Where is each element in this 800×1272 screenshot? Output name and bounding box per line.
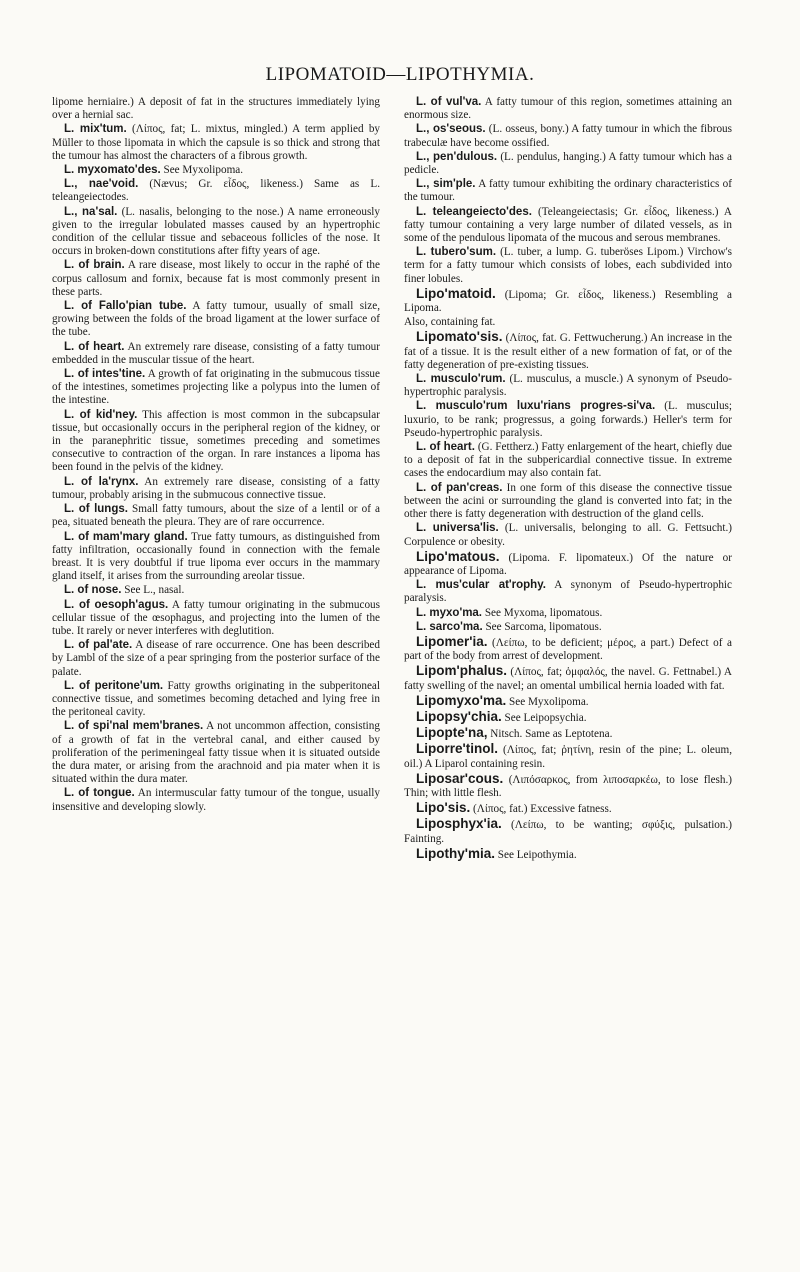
- dictionary-entry: [52, 164, 380, 177]
- dictionary-entry: [404, 664, 732, 692]
- entry-headword: L. universa'lis.: [416, 522, 499, 535]
- entry-definition: A disease of rare occurrence. One has been described by Lambl of the size of a pear springing from the posterior surface of the palate.: [52, 639, 380, 678]
- entry-definition: Small fatty tumours, about the size of a lentil or of a pea, situated beneath the pleura. They are of rare occurrence.: [52, 503, 381, 529]
- entry-headword: L. musculo'rum.: [416, 373, 506, 386]
- entry-headword: Liposphyx'ia.: [416, 816, 502, 832]
- entry-headword: Lipomer'ia.: [416, 633, 488, 649]
- entry-headword: L. musculo'rum luxu'rians progres-si'va.: [416, 400, 656, 413]
- entry-definition: (G. Fettherz.) Fatty enlargement of the heart, chiefly due to a deposit of fat in the subpericardial connective tissue. In extreme cases the endocardium may also contain fat.: [404, 441, 733, 480]
- dictionary-entry: [52, 531, 380, 584]
- entry-definition: See Myxolipoma.: [163, 164, 244, 177]
- dictionary-entry: [404, 801, 732, 816]
- entry-definition: A growth of fat originating in the submucous tissue of the intestines, sometimes projecting like a polypus into the lumen of the intestine.: [52, 368, 380, 407]
- dictionary-entry: [52, 368, 380, 408]
- entry-definition: (Λίπος, fat; ῥητίνη, resin of the pine; L. oleum, oil.) A Liparol containing resin.: [404, 744, 732, 770]
- entry-headword: L. of heart.: [64, 340, 125, 353]
- entry-headword: L., na'sal.: [64, 205, 118, 218]
- dictionary-entry: [52, 178, 380, 204]
- entry-definition: See Leipopsychia.: [504, 711, 587, 724]
- dictionary-entry: [404, 151, 732, 177]
- entry-definition: (L. nasalis, belonging to the nose.) A name erroneously given to the irregular lobulated masses caused by an hypertrophic condition of the cellular tissue and sebaceous follicles of the nose. It occurs in broken-down constitutions after fifty years of age.: [52, 205, 380, 258]
- entry-definition: See Myxoma, lipomatous.: [484, 606, 603, 619]
- dictionary-entry: [404, 123, 732, 149]
- dictionary-entry: [52, 720, 380, 786]
- entry-headword: L. myxo'ma.: [416, 606, 483, 619]
- entry-headword: Lipomyxo'ma.: [416, 692, 507, 708]
- entry-definition: (Λίπος, fat; ὀμφαλός, the navel. G. Fettnabel.) A fatty swelling of the navel; an omental umbilical hernia loaded with fat.: [404, 666, 733, 692]
- entry-headword: L. of la'rynx.: [64, 475, 139, 488]
- page-header: LIPOMATOID—LIPOTHYMIA.: [265, 64, 535, 85]
- dictionary-entry: [404, 710, 732, 725]
- entry-definition: (Teleangeiectasis; Gr. εἶδος, likeness.) A fatty tumour containing a very large number of dilated vessels, as in some of the pendulous lipomata of the mucous and serous membranes.: [404, 205, 732, 245]
- dictionary-entry: [404, 287, 732, 315]
- dictionary-entry: [404, 373, 732, 399]
- dictionary-entry: [404, 246, 732, 286]
- dictionary-entry: [404, 206, 732, 246]
- entry-definition: (L. osseus, bony.) A fatty tumour in which the fibrous trabeculæ have become ossified.: [404, 123, 733, 149]
- entry-headword: L. of intes'tine.: [64, 368, 146, 381]
- dictionary-entry: [404, 400, 732, 440]
- entry-headword: Lipopsy'chia.: [416, 708, 502, 724]
- entry-headword: L., sim'ple.: [416, 178, 476, 191]
- dictionary-entry: [404, 817, 732, 845]
- entry-headword: Lipomato'sis.: [416, 329, 503, 345]
- dictionary-entry: [52, 300, 380, 340]
- dictionary-entry: [404, 621, 732, 634]
- entry-headword: L., nae'void.: [64, 178, 139, 191]
- dictionary-entry: [404, 772, 732, 800]
- dictionary-entry: [404, 635, 732, 663]
- dictionary-entry: [404, 742, 732, 770]
- entry-definition: (Lipoma. F. lipomateux.) Of the nature or appearance of Lipoma.: [404, 551, 733, 577]
- entry-definition: (Λείπω, to be deficient; μέρος, a part.) Defect of a part of the body from arrest of development.: [404, 636, 733, 663]
- entry-headword: L. tubero'sum.: [416, 246, 497, 259]
- entry-definition: (L. pendulus, hanging.) A fatty tumour which has a pedicle.: [404, 150, 732, 177]
- entry-headword: L., pen'dulous.: [416, 150, 498, 163]
- entry-definition: See Leipothymia.: [497, 848, 577, 861]
- entry-definition: See Myxolipoma.: [509, 695, 589, 708]
- entry-definition: Also, containing fat.: [404, 316, 496, 329]
- entry-definition: (Λείπω, to be wanting; σφύξις, pulsation.) Fainting.: [404, 819, 733, 845]
- dictionary-entry: [404, 550, 732, 578]
- dictionary-entry: [52, 639, 380, 679]
- dictionary-entry: [52, 96, 380, 122]
- entry-definition: (Λίπος, fat.) Excessive fatness.: [473, 803, 612, 816]
- entry-definition: (Nævus; Gr. εἶδος, likeness.) Same as L. teleangeiectodes.: [52, 178, 380, 204]
- entry-headword: L. myxomato'des.: [64, 164, 161, 177]
- entry-headword: Liporre'tinol.: [416, 741, 498, 757]
- entry-definition: (L. musculus; luxurio, to be rank; progressus, a going forwards.) Heller's term for Pseudo-hypertrophic paralysis.: [404, 400, 733, 439]
- entry-headword: Lipo'matoid.: [416, 285, 496, 301]
- entry-definition: A not uncommon affection, consisting of a growth of fat in the vertebral canal, and either caused by proliferation of the perimeningeal fatty tissue when it is situated outside the dura mater, or arising from the arachnoid and pia mater when it is situated within the dura mater.: [52, 720, 380, 786]
- entry-headword: L. of heart.: [416, 441, 475, 454]
- entry-definition: (Λίπος, fat. G. Fettwucherung.) An increase in the fat of a tissue. It is the result either of a new formation of fat, or of the fatty degeneration of pre-existing tissues.: [404, 332, 733, 371]
- entry-definition: An intermuscular fatty tumour of the tongue, usually insensitive and developing slowly.: [52, 787, 381, 813]
- dictionary-entry: [52, 680, 380, 720]
- entry-definition: An extremely rare disease, consisting of a fatty tumour embedded in the muscular tissue of the heart.: [52, 340, 380, 366]
- entry-headword: L. of nose.: [64, 584, 122, 597]
- dictionary-entry: [404, 607, 732, 620]
- dictionary-entry: [52, 123, 380, 163]
- dictionary-entry: [404, 847, 732, 862]
- entry-definition: A rare disease, most likely to occur in the raphé of the corpus callosum and fornix, because fat is most commonly present in these parts.: [52, 259, 380, 298]
- dictionary-entry: [52, 787, 380, 813]
- dictionary-entry: [404, 522, 732, 548]
- entry-definition: This affection is most common in the subcapsular tissue, but occasionally occurs in the peripheral region of the kidney, or in the paranephritic tissue, sometimes preceding and sometimes consecutive to contraction of the organ. In rare instances a lipoma has been found in the pelvis of the kidney.: [52, 408, 380, 474]
- entry-definition: lipome herniaire.) A deposit of fat in the structures immediately lying over a hernial sac.: [52, 96, 380, 122]
- entry-headword: L. of oesoph'agus.: [64, 598, 169, 611]
- dictionary-entry: [52, 584, 380, 597]
- entry-headword: L. of kid'ney.: [64, 408, 138, 421]
- entry-definition: A synonym of Pseudo-hypertrophic paralysis.: [404, 579, 732, 605]
- entry-headword: Lipopte'na,: [416, 725, 488, 741]
- entry-definition: (Lipoma; Gr. εἶδος, likeness.) Resembling a Lipoma.: [404, 288, 732, 315]
- entry-headword: Lipom'phalus.: [416, 663, 507, 679]
- entry-definition: Nitsch. Same as Leptotena.: [490, 728, 613, 741]
- entry-headword: L. of vul'va.: [416, 96, 482, 108]
- dictionary-entry: [404, 579, 732, 605]
- entry-headword: L. sarco'ma.: [416, 620, 483, 633]
- dictionary-entry: [404, 694, 732, 709]
- entry-definition: A fatty tumour exhibiting the ordinary characteristics of the tumour.: [404, 178, 732, 204]
- dictionary-entry: [52, 259, 380, 299]
- entry-definition: (L. tuber, a lump. G. tuberöses Lipom.) Virchow's term for a fatty tumour which consists of lobes, each subdivided into finer lobules.: [404, 246, 733, 285]
- entry-definition: (Λίπος, fat; L. mixtus, mingled.) A term applied by Müller to those lipomata in which the capsule is so thick and strong that the tumour has almost the characters of a fibrous growth.: [52, 123, 381, 162]
- entry-headword: L. mus'cular at'rophy.: [416, 579, 546, 592]
- entry-definition: An extremely rare disease, consisting of a fatty tumour, probably arising in the submucous connective tissue.: [52, 475, 381, 501]
- right-column: [404, 96, 732, 863]
- dictionary-entry: [404, 482, 732, 522]
- entry-headword: L. of pal'ate.: [64, 639, 133, 652]
- entry-headword: L. mix'tum.: [64, 123, 127, 136]
- left-column: [52, 96, 380, 815]
- entry-headword: L. of mam'mary gland.: [64, 530, 188, 543]
- dictionary-entry: [404, 330, 732, 372]
- dictionary-entry: [404, 726, 732, 741]
- entry-headword: L. teleangeiecto'des.: [416, 205, 532, 218]
- dictionary-entry: [52, 341, 380, 367]
- entry-headword: Liposar'cous.: [416, 770, 504, 786]
- entry-headword: L. of lungs.: [64, 503, 128, 516]
- entry-headword: L. of Fallo'pian tube.: [64, 300, 187, 313]
- entry-headword: Lipo'sis.: [416, 800, 471, 816]
- dictionary-entry: [404, 441, 732, 481]
- entry-headword: L. of brain.: [64, 259, 125, 272]
- entry-definition: A fatty tumour, usually of small size, growing between the folds of the broad ligament at the lower surface of the tube.: [52, 300, 380, 339]
- dictionary-entry: [52, 599, 380, 639]
- dictionary-entry: [52, 206, 380, 259]
- entry-definition: (Λιπόσαρκος, from λιποσαρκέω, to lose flesh.) Thin; with little flesh.: [404, 773, 733, 799]
- entry-headword: L. of tongue.: [64, 787, 135, 800]
- dictionary-entry: [52, 503, 380, 529]
- entry-definition: See L., nasal.: [124, 584, 185, 597]
- dictionary-entry: [52, 409, 380, 475]
- entry-headword: L., os'seous.: [416, 123, 486, 136]
- entry-definition: A fatty tumour of this region, sometimes attaining an enormous size.: [404, 96, 732, 122]
- entry-headword: L. of peritone'um.: [64, 679, 164, 692]
- entry-headword: L. of spi'nal mem'branes.: [64, 720, 204, 733]
- dictionary-entry: [404, 96, 732, 122]
- entry-definition: See Sarcoma, lipomatous.: [485, 620, 602, 633]
- entry-definition: (L. universalis, belonging to all. G. Fettsucht.) Corpulence or obesity.: [404, 522, 733, 548]
- entry-definition: In one form of this disease the connective tissue between the acini or surrounding the gland is converted into fat; in the other there is fatty degeneration with destruction of the gland cells.: [404, 481, 732, 521]
- entry-definition: Fatty growths originating in the subperitoneal connective tissue, and sometimes becoming detached and lying free in the peritoneal cavity.: [52, 679, 381, 719]
- entry-definition: (L. musculus, a muscle.) A synonym of Pseudo-hypertrophic paralysis.: [404, 373, 732, 399]
- entry-headword: Lipothy'mia.: [416, 845, 495, 861]
- dictionary-entry: [404, 178, 732, 204]
- entry-headword: Lipo'matous.: [416, 548, 500, 564]
- entry-headword: L. of pan'creas.: [416, 481, 503, 494]
- entry-definition: True fatty tumours, as distinguished from fatty infiltration, occasionally found in connection with the female breast. It is very doubtful if true lipoma ever occurs in the mammary gland itself, it arises from the surrounding areolar tissue.: [52, 530, 380, 583]
- dictionary-entry: [52, 476, 380, 502]
- entry-definition: A fatty tumour originating in the submucous cellular tissue of the œsophagus, and projecting into the lumen of the tube. It rarely or never interferes with deglutition.: [52, 598, 380, 637]
- dictionary-entry: [404, 316, 732, 329]
